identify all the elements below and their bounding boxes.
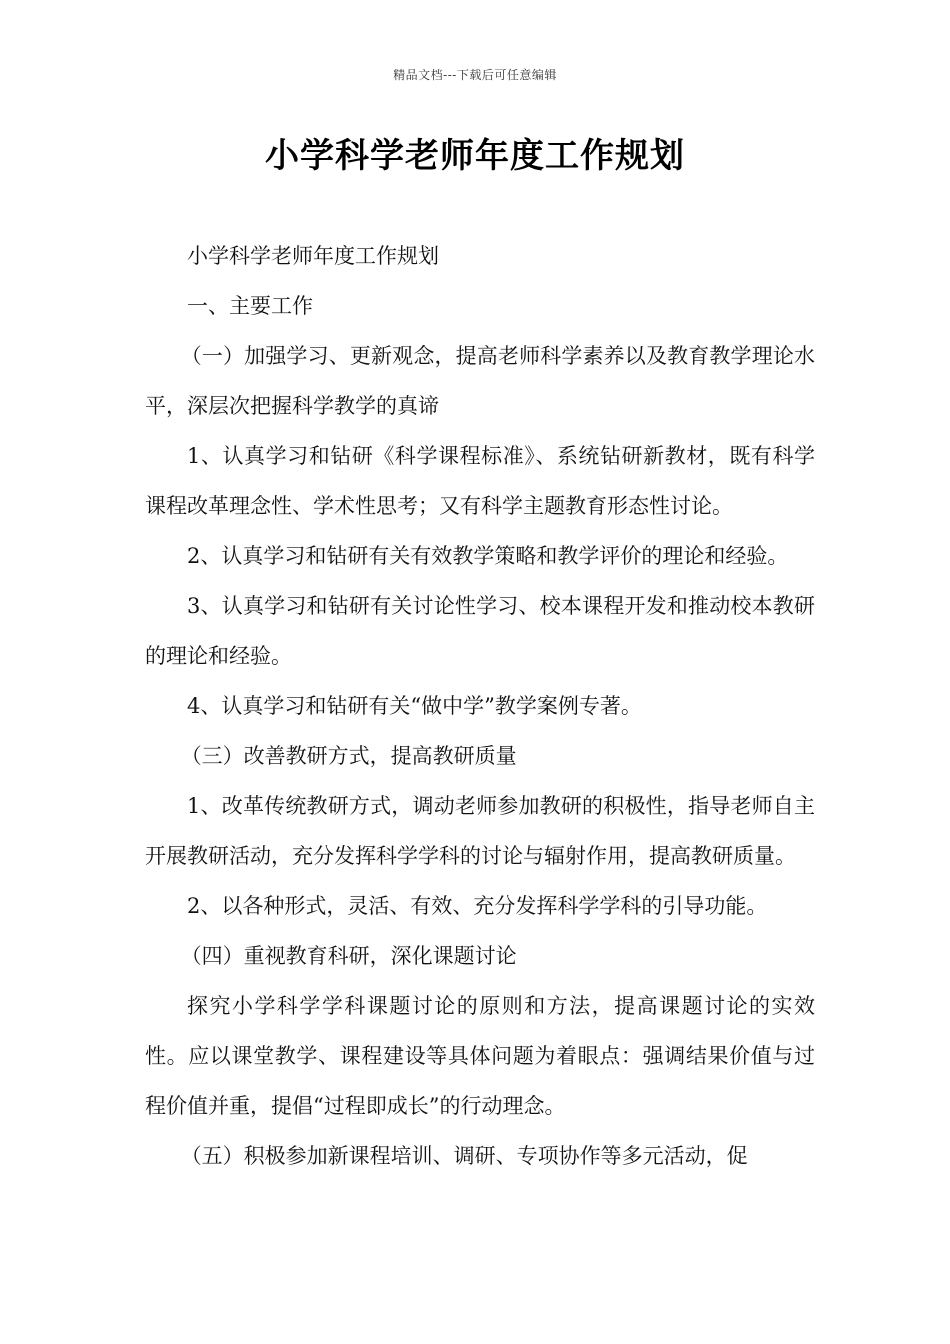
paragraph-item-2: 2、认真学习和钻研有关有效教学策略和教学评价的理论和经验。: [187, 544, 789, 568]
subsection-heading-1: （一）加强学习、更新观念，提高老师科学素养以及教育教学理论水平，深层次把握科学教学的真谛: [145, 344, 815, 418]
paragraph-item-3-2: 2、以各种形式，灵活、有效、充分发挥科学学科的引导功能。: [187, 894, 768, 918]
subsection-heading-5: （五）积极参加新课程培训、调研、专项协作等多元活动，促: [180, 1144, 748, 1168]
paragraph-research: 探究小学科学学科课题讨论的原则和方法，提高课题讨论的实效性。应以课堂教学、课程建设等具体问题为着眼点：强调结果价值与过程价值并重，提倡“过程即成长”的行动理念。: [145, 994, 815, 1118]
paragraph-item-3-1: 1、改革传统教研方式，调动老师参加教研的积极性，指导老师自主开展教研活动，充分发挥科学学科的讨论与辐射作用，提高教研质量。: [145, 794, 815, 868]
subsection-heading-4: （四）重视教育科研，深化课题讨论: [180, 944, 517, 968]
paragraph-subtitle: 小学科学老师年度工作规划: [187, 244, 439, 268]
paragraph-item-4: 4、认真学习和钻研有关“做中学”教学案例专著。: [187, 694, 642, 718]
header-note: 精品文档---下载后可任意编辑: [393, 68, 557, 82]
paragraph-item-3: 3、认真学习和钻研有关讨论性学习、校本课程开发和推动校本教研的理论和经验。: [145, 594, 815, 668]
section-heading-main-work: 一、主要工作: [187, 294, 313, 318]
paragraph-item-1: 1、认真学习和钻研《科学课程标准》、系统钻研新教材，既有科学课程改革理念性、学术性思考；又有科学主题教育形态性讨论。: [145, 444, 815, 518]
subsection-heading-3: （三）改善教研方式，提高教研质量: [180, 744, 517, 768]
document-body: [145, 231, 815, 1181]
document-title: 小学科学老师年度工作规划: [265, 136, 685, 176]
